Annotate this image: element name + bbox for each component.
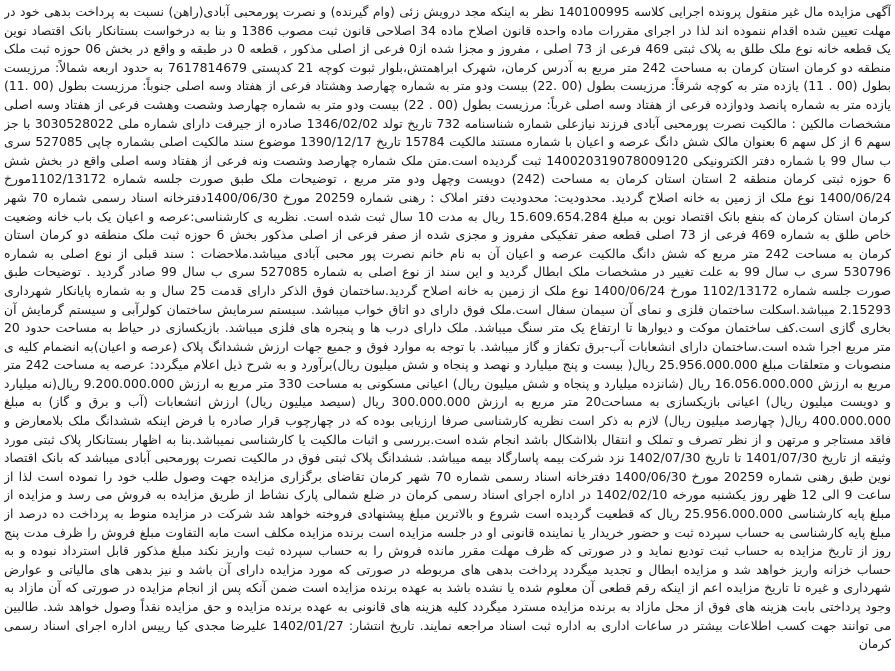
auction-notice-text: آگهی مزایده مال غیر منقول پرونده اجرایی کلاسه 140100995 نظر به اینکه مجد درویش زئی (وام گیرنده) و نصرت پورمحبی آبادی(راهن) نسبت به پرداخت بدهی خود در مهلت تعیین شده اقدام ننموده اند لذا در اجرای مقررات ماده واحده قانون اصلاح ماده 34 اصلاحی قانون ثبت مصوب 1386 و بنا به درخواست بستانکار بانک اقتصاد نوین یک قطعه خانه نوع ملک طلق به پلاک ثبتی 469 فرعی از 73 اصلی ، مفروز و مجزا شده از0 فرعی از اصلی مذکور ، قطعه 0 در طبقه و واقع در بخش 06 حوزه ثبت ملک منطقه دو کرمان استان کرمان به مساحت 242 متر مربع به آدرس کرمان، شهرک ابراهمتش،بلوار ثبوت کوچه 21 کدپستی 7617814679 به حدود اربعه شمالاً: مرزیست بطول (00 . 11) یازده متر به کوچه شرقاً: مرزیست بطول (00 .22) بیست ودو متر به شماره چهارصد وهشتاد فرعی از هفتاد وسه اصلی جنوباً: مرزیست بطول (00 .11) یازده متر به شماره پانصد ودوازده فرعی از هفتاد وسه اصلی غرباً: مرزیست بطول (00 . 22) بیست ودو متر به شماره چهارصد وشصت وهشت فرعی از هفتاد وسه اصلی مشخصات مالکین : مالکیت نصرت پورمحبی آبادی فرزند نیازعلی شماره شناسنامه 732 تاریخ تولد 1346/02/02 صادره از جیرفت دارای شماره ملی 3030528022 با جز سهم 6 از کل سهم 6 بعنوان مالک شش دانگ عرصه و اعیان با شماره مستند مالکیت 15784 تاریخ 1390/12/17 موضوع سند مالکیت اصلی بشماره چاپی 527085 سری ب سال 99 با شماره دفتر الکترونیکی 140020319078009120 ثبت گردیده است.متن ملک شماره چهارصد وشصت ونه فرعی از هفتاد وسه اصلی واقع در بخش شش 6 حوزه ثبتی کرمان منطقه 2 استان استان کرمان به مساحت (242) دویست وچهل ودو متر مربع ، توضیحات ملک طبق صورت جلسه شماره 1102/13172مورخ 1400/06/24 نوع ملک از زمین به خانه اصلاح گردید. محدودیت: محدودیت دفتر املاک : رهنی شماره 20259 مورخ 1400/06/30دفترخانه اسناد رسمی شماره 70 شهر کرمان استان کرمان که بنفع بانک اقتصاد نوین به مبلغ 15.609.654.284 ریال به مدت 10 سال ثبت شده است. نظریه ی کارشناسی:عرصه و اعیان یک باب خانه وضعیت خاص طلق به شماره 469 فرعی از 73 اصلی قطعه صفر تفکیکی مفروز و مجزی شده از صفر فرعی از اصلی مذکور بخش 6 حوزه ثبت ملک منطقه دو کرمان استان کرمان به مساحت 242 متر مربع که شش دانگ مالکیت عرصه و اعیان آن به نام خانم نصرت پور محبی آبادی میباشد.ملاحضات : سند قبلی از نوع اصلی به شماره 530796 سری ب سال 99 به علت تغییر در مشخصات ملک ابطال گردید و این سند از نوع اصلی به شماره 527085 سری ب سال 99 صادر گردید . توضیحات طبق صورت جلسه شماره 1102/13172 مورخ 1400/06/24 نوع ملک از زمین به خانه اصلاح گردید.ساختمان فوق الذکر دارای قدمت 25 سال و به شماره پایانکار شهرداری 2.15293 میباشد.اسکلت ساختمان فلزی و نمای آن سیمان سفال است.ملک فوق دارای دو اتاق خواب میباشد. سیستم سرمایش ساختمان کولرآبی و سیستم گرمایش آن بخاری گازی است.کف ساختمان موکت و دیوارها تا ارتفاع یک متر سنگ میباشد. ملک دارای درب ها و پنجره های فلزی میباشد. بازیکسازی در حیاط به مساحت حدود 20 متر مربع اجرا شده است.ساختمان دارای انشعابات آب-برق تکفاز و گاز میباشد. با توجه به موارد فوق و جمیع جهات ارزش ششدانگ پلاک (عرصه و اعیان)به انضمام کلیه ی منصوبات و متعلقات مبلغ 25.956.000.000 ریال( بیست و پنج میلیارد و نهصد و پنجاه و شش میلیون ریال)برآورد و به شرح ذیل اعلام میگردد: عرصه به مساحت 242 متر مربع به ارزش 16.056.000.000 ریال (شانزده میلیارد و پنجاه و شش میلیون ریال) اعیانی مسکونی به مساحت 330 متر مربع به ارزش 9.200.000.000 ریال(نه میلیارد و دویست میلیون ریال) اعیانی بازیکسازی به مساحت20 متر مربع به ارزش 300.000.000 ریال (سیصد میلیون ریال) ارزش انشعابات (آب و برق و گاز) به مبلغ 400.000.000 ریال( چهارصد میلیون ریال) لازم به ذکر است نظریه کارشناسی صرفا ارزیابی بوده که در چهارچوب قرار صادره با فرض اینکه ششدانگ ملک بلامعارض و فاقد مستاجر و مرتهن و از نظر تصرف و تملک و انتقال بلااشکال باشد انجام شده است.بررسی و اثبات مالکیت یا کارشناسی نمیباشد.بنا به اظهار بستانکار پلاک ثبتی مورد وثیقه از تاریخ 1401/07/30 تا تاریخ 1402/07/30 نزد شرکت بیمه پاسارگاد بیمه میباشد. ششدانگ پلاک ثبتی فوق در مالکیت نصرت پورمحبی آبادی میباشد که بانک اقتصاد نوین طبق رهنی شماره 20259 مورخ 1400/06/30 دفترخانه اسناد رسمی شماره 70 شهر کرمان تقاضای برگزاری مزایده جهت وصول طلب خود را نموده است لذا از ساعت 9 الی 12 ظهر روز یکشنبه مورخه 1402/02/10 در اداره اجرای اسناد رسمی کرمان در ضلع شمالی پارک نشاط از طریق مزایده به فروش می رسد و مزایده از مبلغ پایه کارشناسی 25.956.000.000 ریال که قطعیت گردیده است شروع و بالاترین مبلغ پیشنهادی فروخته خواهد شد شرکت در مزایده منوط به پرداخت ده درصد از مبلغ پایه کارشناسی به حساب سپرده ثبت و حضور خریدار یا نماینده قانونی او در جلسه مزایده است برنده مزایده مکلف است مابه التفاوت مبلغ فروش را ظرف مدت پنج روز از تاریخ مزایده به حساب ثبت تودیع نماید و در صورتی که ظرف مهلت مقرر مانده فروش را به حساب سپرده ثبت واریز نکند مبلغ مذکور قابل استرداد نبوده و به حساب خزانه واریز خواهد شد و مزایده ابطال و تجدید میگردد پرداخت بدهی های مربوطه در صورتی که مورد مزایده دارای آن باشد و نیز بدهی های مالیاتی و عوارض شهرداری و غیره تا تاریخ مزایده اعم از اینکه رقم قطعی آن معلوم شده یا نشده باشد به عهده برنده مزایده است ضمن آنکه پس از انجام مزایده در صورتی که آن مازاد به وجود پرداختی بابت هزینه های فوق از محل مازاد به برنده مزایده مسترد میگردد کلیه هزینه های قانونی به عهده برنده مزایده و حق مزایده نقداً وصول خواهد شد. طالبین می توانند جهت کسب اطلاعات بیشتر در ساعات اداری به اداره ثبت اسناد مراجعه نمایند. تاریخ انتشار: 1402/01/27 علیرضا مجدی کیا رییس اداره اجرای اسناد رسمی کرمان bbox=[4, 4, 891, 652]
